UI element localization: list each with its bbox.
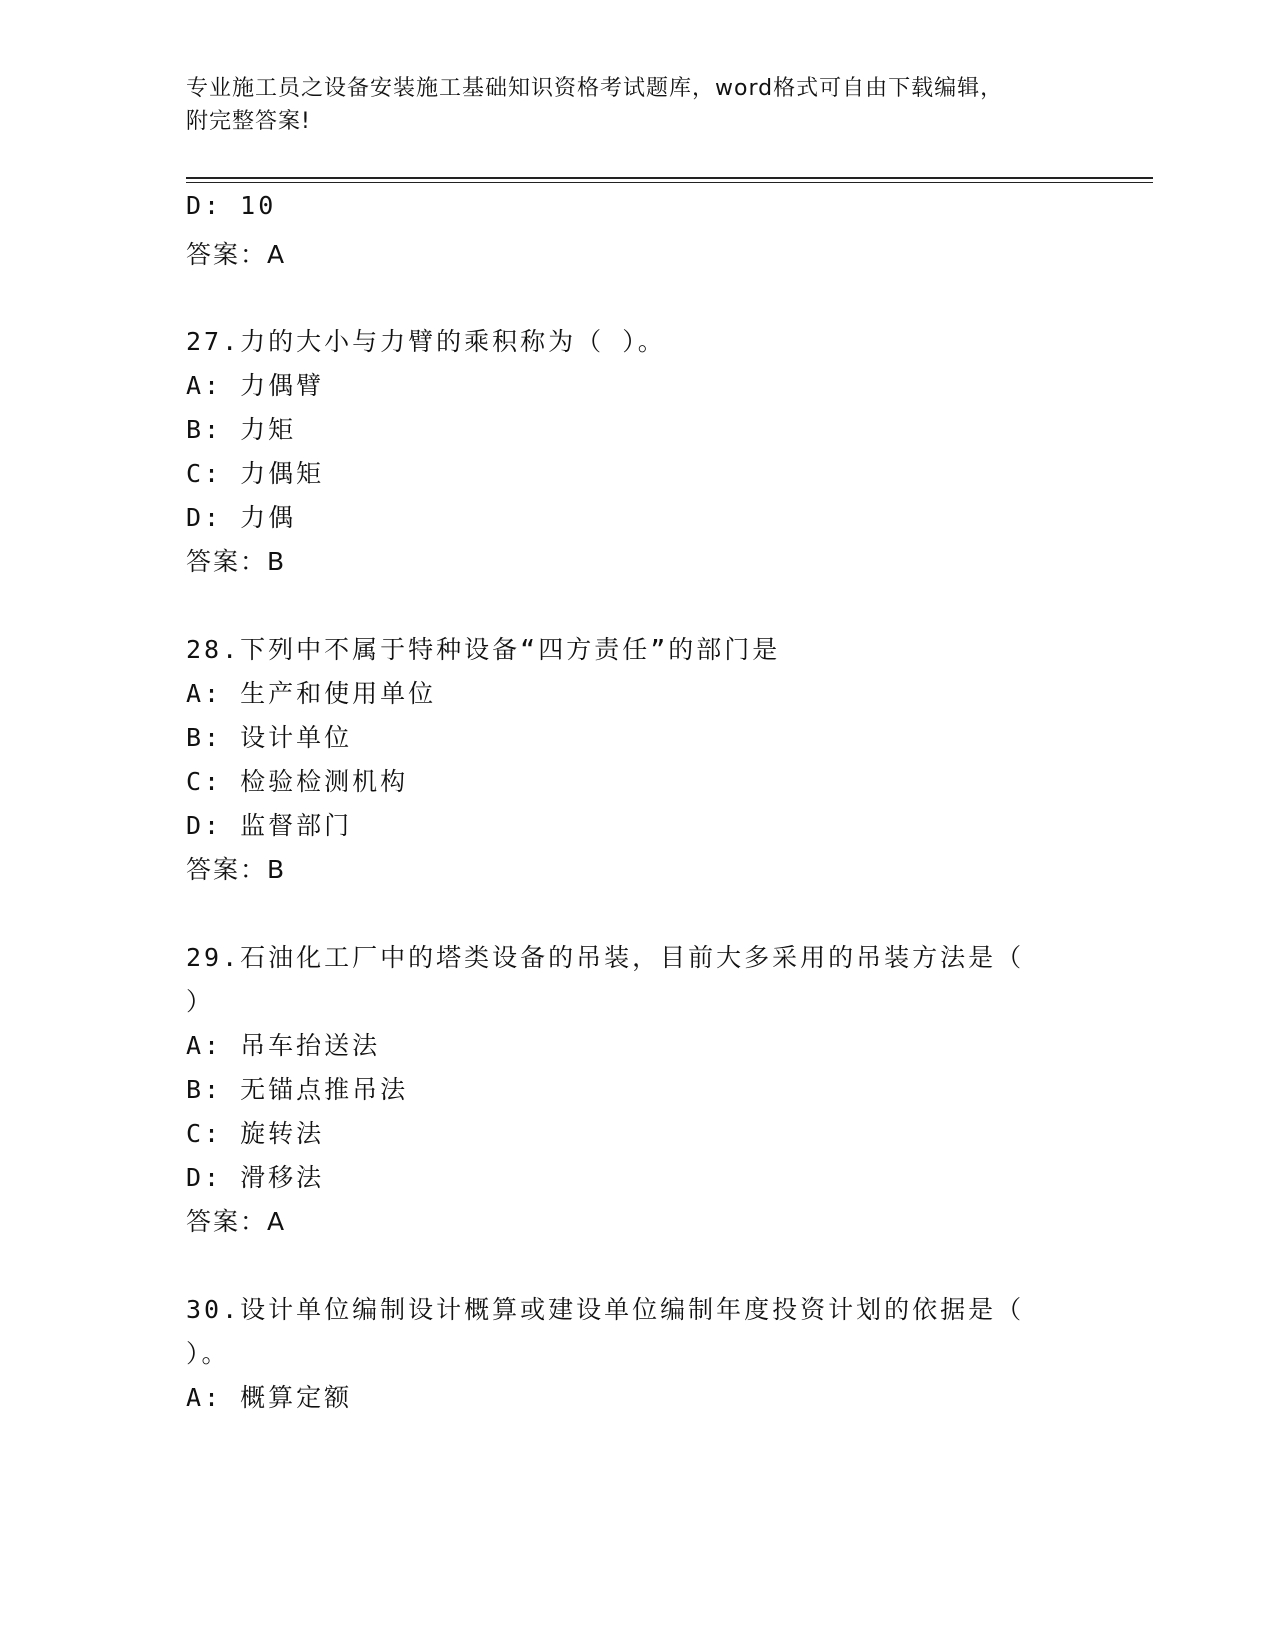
prev-option-d: D: 10 [186,191,277,220]
q30-question-line-1: 30.设计单位编制设计概算或建设单位编制年度投资计划的依据是（ [186,1295,1025,1324]
q29-question-line-2: ） [186,987,215,1016]
q28-option-b: B: 设计单位 [186,723,353,752]
q27-answer: 答案：B [186,547,287,576]
q29-option-d: D: 滑移法 [186,1163,325,1192]
q30-question-line-2: ）。 [186,1339,230,1368]
prev-answer: 答案：A [186,240,287,269]
page-header [186,72,1086,138]
header-title-line-2: 附完整答案! [186,109,311,134]
q29-option-a: A: 吊车抬送法 [186,1031,381,1060]
q28-option-d: D: 监督部门 [186,811,353,840]
header-divider-thick [186,177,1153,179]
q30-option-a: A: 概算定额 [186,1383,353,1412]
header-title-line-1: 专业施工员之设备安装施工基础知识资格考试题库，word格式可自由下载编辑， [186,76,1004,101]
q28-question: 28.下列中不属于特种设备“四方责任”的部门是 [186,635,781,664]
q27-option-d: D: 力偶 [186,503,297,532]
q27-question: 27.力的大小与力臂的乘积称为（ ）。 [186,327,666,356]
q28-option-c: C: 检验检测机构 [186,767,409,796]
q29-option-c: C: 旋转法 [186,1119,325,1148]
q28-option-a: A: 生产和使用单位 [186,679,437,708]
q28-answer: 答案：B [186,855,287,884]
q29-option-b: B: 无锚点推吊法 [186,1075,409,1104]
q27-option-a: A: 力偶臂 [186,371,325,400]
q27-option-c: C: 力偶矩 [186,459,325,488]
q27-option-b: B: 力矩 [186,415,297,444]
q29-answer: 答案：A [186,1207,287,1236]
q29-question-line-1: 29.石油化工厂中的塔类设备的吊装，目前大多采用的吊装方法是（ [186,943,1025,972]
header-divider-thin [186,182,1153,183]
